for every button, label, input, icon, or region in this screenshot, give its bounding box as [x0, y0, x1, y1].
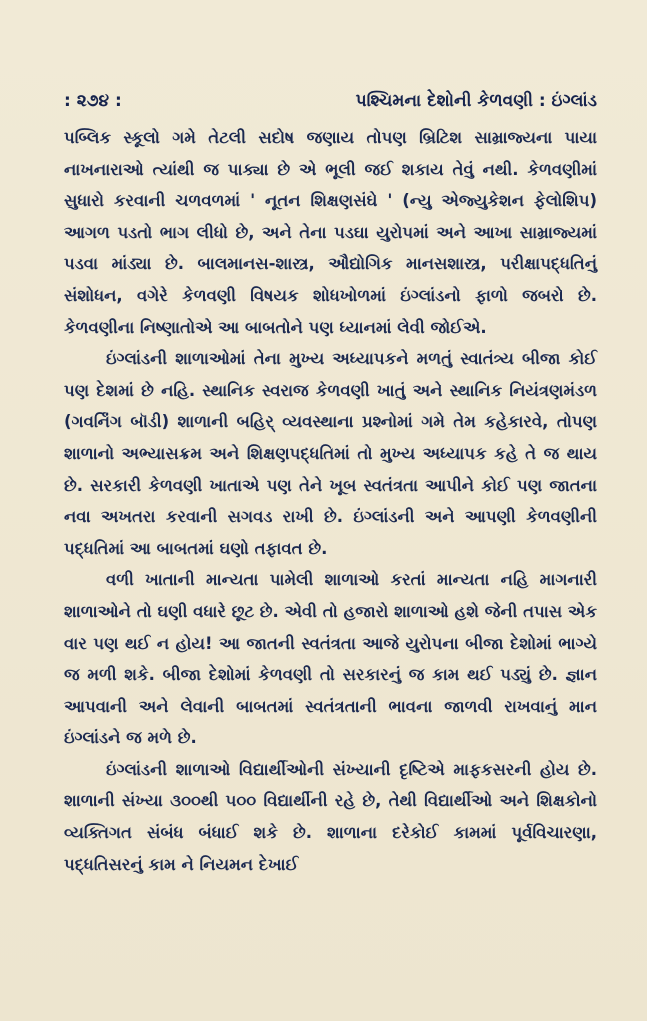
paragraph-1: પબ્લિક સ્કૂલો ગમે તેટલી સદોષ જણાય તોપણ બ્રિટિશ સામ્રાજ્યના પાયા નાખનારાઓ ત્યાંથી જ પાક્યા છે એ ભૂલી જઈ શકાય તેવું નથી. કેળવણીમાં સુધારો કરવાની ચળવળમાં ' નૂતન શિક્ષણસંઘે ' (ન્યુ એજ્યુકેશન ફેલોશિપ) આગળ પડતો ભાગ લીધો છે, અને તેના પડઘા યુરોપમાં અને આખા સામ્રાજ્યમાં પડવા માંડ્યા છે. બાલમાનસ-શાસ્ત્ર, ઔદ્યોગિક માનસશાસ્ત્ર, પરીક્ષાપદ્ધતિનું સંશોધન, વગેરે કેળવણી વિષયક શોધખોળમાં ઇંગ્લાંડનો ફાળો જબરો છે. કેળવણીના નિષ્ણાતોએ આ બાબતોને પણ ધ્યાનમાં લેવી જોઈએ.	[64, 128, 597, 337]
body-text	[64, 122, 597, 880]
paragraph-3: વળી ખાતાની માન્યતા પામેલી શાળાઓ કરતાં માન્યતા નહિ માગનારી શાળાઓને તો ઘણી વધારે છૂટ છે. એવી તો હજારો શાળાઓ હશે જેની તપાસ એક વાર પણ થઈ ન હોય! આ જાતની સ્વતંત્રતા આજે યુરોપના બીજા દેશોમાં ભાગ્યે જ મળી શકે. બીજા દેશોમાં કેળવણી તો સરકારનું જ કામ થઈ પડ્યું છે. જ્ઞાન આપવાની અને લેવાની બાબતમાં સ્વતંત્રતાની ભાવના જાળવી રાખવાનું માન ઇંગ્લાંડને જ મળે છે.	[64, 570, 597, 748]
paragraph-2: ઇંગ્લાંડની શાળાઓમાં તેના મુખ્ય અધ્યાપકને મળતું સ્વાતંત્ર્ય બીજા કોઈ પણ દેશમાં છે નહિ. સ્થાનિક સ્વરાજ કેળવણી ખાતું અને સ્થાનિક નિયંત્રણમંડળ (ગવર્નિંગ બૉડી) શાળાની બહિર્ વ્યવસ્થાના પ્રશ્નોમાં ગમે તેમ કહેકારવે, તોપણ શાળાનો અભ્યાસક્રમ અને શિક્ષણપદ્ધતિમાં તો મુખ્ય અધ્યાપક કહે તે જ થાય છે. સરકારી કેળવણી ખાતાએ પણ તેને ખૂબ સ્વતંત્રતા આપીને કોઈ પણ જાતના નવા અખતરા કરવાની સગવડ રાખી છે. ઇંગ્લાંડની અને આપણી કેળવણીની પદ્ધતિમાં આ બાબતમાં ઘણો તફાવત છે.	[64, 349, 597, 558]
running-title: પશ્ચિમના દેશોની કેળવણી : ઇંગ્લાંડ	[355, 91, 597, 111]
paragraph-4: ઇંગ્લાંડની શાળાઓ વિદ્યાર્થીઓની સંખ્યાની દૃષ્ટિએ માફકસરની હોય છે. શાળાની સંખ્યા ૩૦૦થી ૫૦૦ વિદ્યાર્થીની રહે છે, તેથી વિદ્યાર્થીઓ અને શિક્ષકોનો વ્યક્તિગત સંબંધ બંધાઈ શકે છે. શાળાના દરેકોઈ કામમાં પૂર્વવિચારણા, પદ્ધતિસરનું કામ ને નિયમન દેખાઈ	[64, 759, 597, 874]
page-number: : ૨૭૪ :	[64, 91, 122, 111]
page-header	[64, 84, 597, 118]
